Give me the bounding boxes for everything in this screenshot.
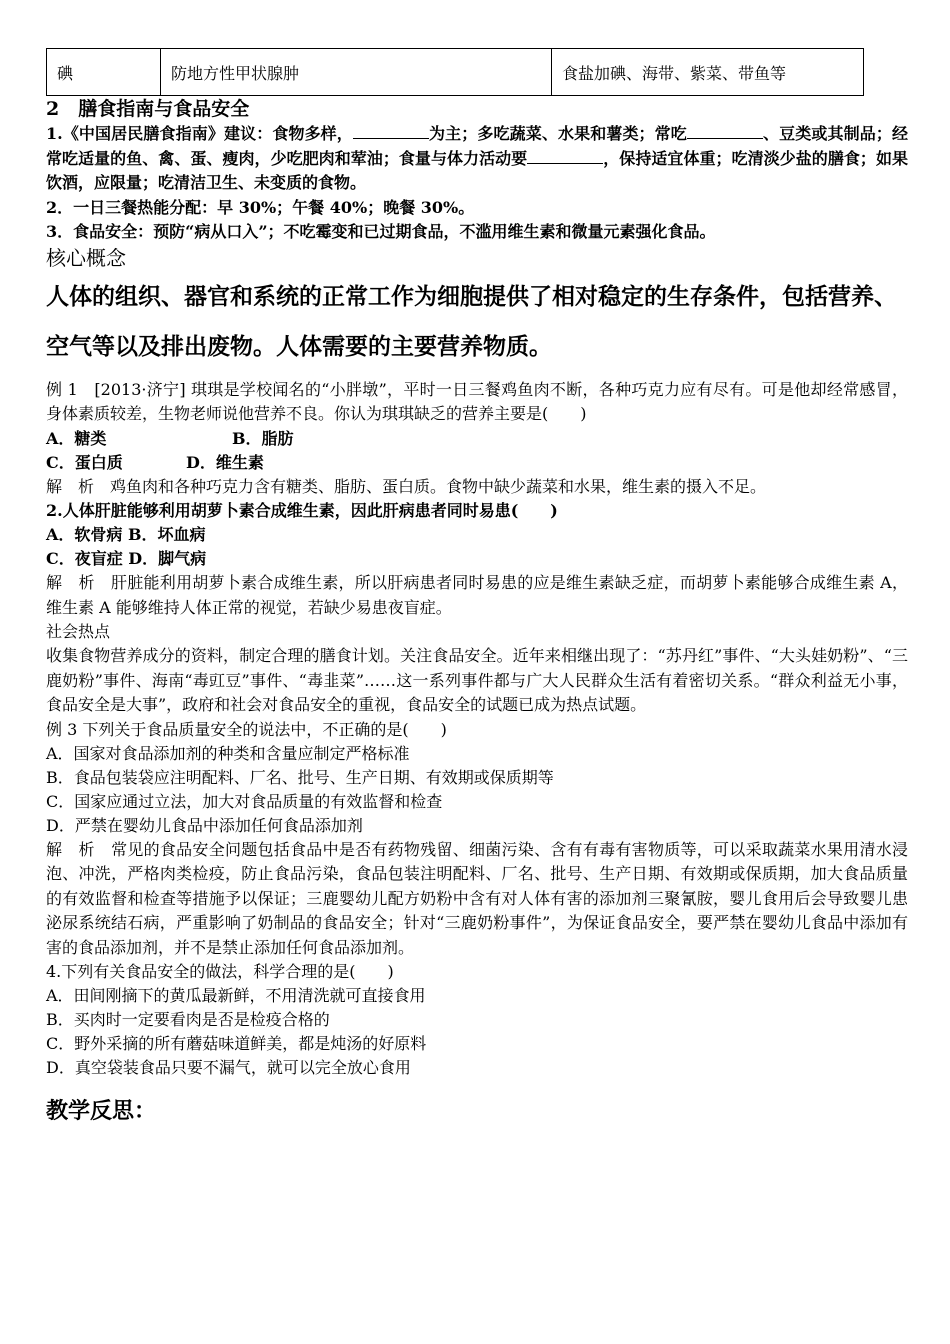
table-cell-sources: 食盐加碘、海带、紫菜、带鱼等 <box>552 49 864 96</box>
example-1-options-cd <box>46 451 908 475</box>
question-4-option-d[interactable]: D．真空袋装食品只要不漏气，就可以完全放心食用 <box>46 1058 411 1077</box>
fill-blank-2[interactable] <box>687 122 763 139</box>
option-a[interactable]: A．糖类 <box>46 428 107 448</box>
question-4-stem: 4.下列有关食品安全的做法，科学合理的是( ) <box>46 962 394 981</box>
example-3-analysis: 解 析 常见的食品安全问题包括食品中是否有药物残留、细菌污染、含有有毒有害物质等，可以采取蔬菜水果用清水浸泡、冲洗，严格肉类检疫，防止食品污染，食品包装注明配料、厂名、批号、生产日期、有效期或保质期，加大食品质量的有效监督和检查等措施予以保证；三鹿婴幼儿配方奶粉中含有对人体有害的添加剂三聚氰胺，婴儿食用后会导致婴儿患泌尿系统结石病，严重影响了奶制品的食品安全；针对“三鹿奶粉事件”，为保证食品安全，要严禁在婴幼儿食品中添加有害的食品添加剂，并不是禁止添加任何食品添加剂。 <box>46 839 908 957</box>
guideline-text-3: 、豆类或其制品；经常吃适量的鱼、禽、蛋、瘦肉，少吃肥肉和荤油；食量与体力活动要 <box>46 124 908 168</box>
teaching-reflection-heading: 教学反思： <box>46 1098 157 1124</box>
example-1-options-ab <box>46 427 908 451</box>
example-3-option-c[interactable]: C．国家应通过立法，加大对食品质量的有效监督和检查 <box>46 791 443 811</box>
example-3-option-b[interactable]: B．食品包装袋应注明配料、厂名、批号、生产日期、有效期或保质期等 <box>46 767 554 787</box>
core-concept-title: 核心概念 <box>46 245 126 270</box>
meal-energy-line: 2．一日三餐热能分配：早 30%；午餐 40%；晚餐 30%。 <box>46 197 475 217</box>
table-cell-nutrient: 碘 <box>47 49 161 96</box>
example-1-analysis: 解 析 鸡鱼肉和各种巧克力含有糖类、脂肪、蛋白质。食物中缺少蔬菜和水果，维生素的摄入不足。 <box>46 476 767 496</box>
table-row <box>47 49 864 96</box>
document-page <box>46 48 908 1125</box>
example-3-option-a[interactable]: A．国家对食品添加剂的种类和含量应制定严格标准 <box>46 743 410 763</box>
example-1-stem: 例 1 [2013·济宁] 琪琪是学校闻名的“小胖墩”，平时一日三餐鸡鱼肉不断，各种巧克力应有尽有。可是他却经常感冒，身体素质较差，生物老师说他营养不良。你认为琪琪缺乏的营养主要是( ) <box>46 379 908 423</box>
nutrient-table <box>46 48 864 96</box>
question-2-options-cd[interactable]: C．夜盲症 D．脚气病 <box>46 549 207 568</box>
option-c[interactable]: C．蛋白质 <box>46 452 123 472</box>
table-cell-function: 防地方性甲状腺肿 <box>161 49 552 96</box>
example-3-stem: 例 3 下列关于食品质量安全的说法中，不正确的是( ) <box>46 719 447 739</box>
option-b[interactable]: B．脂肪 <box>232 428 294 448</box>
food-safety-line: 3．食品安全：预防“病从口入”；不吃霉变和已过期食品，不滥用维生素和微量元素强化食品。 <box>46 221 716 241</box>
question-2-options-ab[interactable]: A．软骨病 B．坏血病 <box>46 525 206 544</box>
guideline-text-1: 1.《中国居民膳食指南》建议：食物多样， <box>46 124 353 143</box>
section-2-title: 2 膳食指南与食品安全 <box>46 98 250 120</box>
social-hotspot-title: 社会热点 <box>46 622 111 641</box>
social-hotspot-text: 收集食物营养成分的资料，制定合理的膳食计划。关注食品安全。近年来相继出现了：“苏丹红”事件、“大头娃奶粉”、“三鹿奶粉”事件、海南“毒豇豆”事件、“毒韭菜”……这一系列事件都与广大人民群众生活有着密切关系。“群众利益无小事，食品安全是大事”，政府和社会对食品安全的重视，食品安全的试题已成为热点试题。 <box>46 646 908 714</box>
example-3-option-d[interactable]: D．严禁在婴幼儿食品中添加任何食品添加剂 <box>46 815 363 835</box>
guideline-text-4: ，保持适宜体重；吃清淡少盐的膳食；如果饮酒，应限量；吃清洁卫生、未变质的食物。 <box>46 148 908 192</box>
question-4-option-c[interactable]: C．野外采摘的所有蘑菇味道鲜美，都是炖汤的好原料 <box>46 1034 427 1053</box>
question-4-option-a[interactable]: A．田间刚摘下的黄瓜最新鲜，不用清洗就可直接食用 <box>46 986 426 1005</box>
question-4-option-b[interactable]: B．买肉时一定要看肉是否是检疫合格的 <box>46 1010 330 1029</box>
fill-blank-3[interactable] <box>527 147 603 164</box>
question-2-analysis: 解 析 肝脏能利用胡萝卜素合成维生素，所以肝病患者同时易患的应是维生素缺乏症，而胡萝卜素能够合成维生素 A，维生素 A 能够维持人体正常的视觉，若缺少易患夜盲症。 <box>46 573 908 617</box>
guideline-text-2: 为主；多吃蔬菜、水果和薯类；常吃 <box>428 124 687 143</box>
core-concept-statement: 人体的组织、器官和系统的正常工作为细胞提供了相对稳定的生存条件，包括营养、空气等以及排出废物。人体需要的主要营养物质。 <box>46 282 897 360</box>
question-2-stem: 2.人体肝脏能够利用胡萝卜素合成维生素，因此肝病患者同时易患( ) <box>46 501 558 520</box>
fill-blank-1[interactable] <box>353 122 429 139</box>
guideline-paragraph <box>46 122 908 196</box>
option-d[interactable]: D．维生素 <box>186 452 264 472</box>
